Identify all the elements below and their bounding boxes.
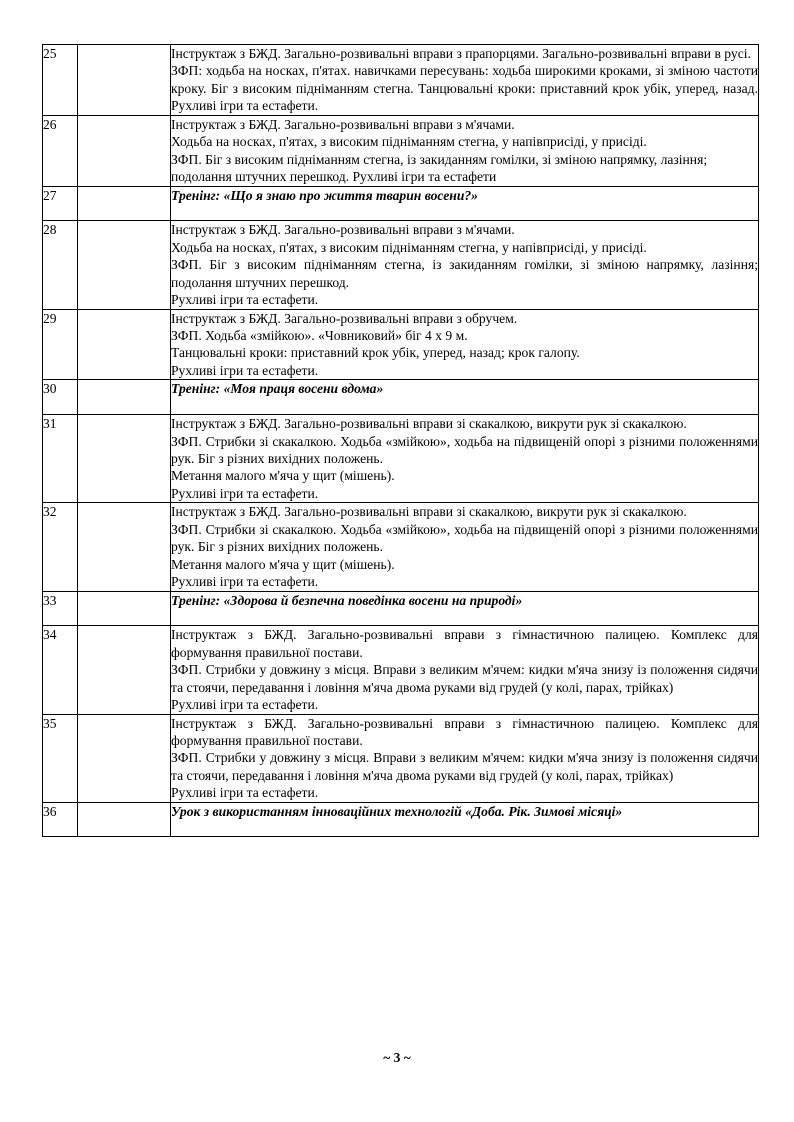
lesson-content-cell (171, 415, 759, 503)
lesson-number-cell: 35 (43, 714, 78, 802)
content-line: Інструктаж з БЖД. Загально-розвивальні вправи з обручем. (171, 310, 518, 326)
date-cell (78, 115, 171, 186)
date-cell (78, 186, 171, 221)
content-line: Інструктаж з БЖД. Загально-розвивальні вправи з гімнастичною палицею. Комплекс для формування правильної постави. (171, 715, 758, 748)
content-line: Ходьба на носках, п'ятах, з високим підніманням стегна, у напівприсіді, у присіді. (171, 134, 647, 150)
cell-spacer (171, 820, 758, 836)
content-line: Рухливі ігри та естафети. (171, 362, 319, 378)
date-cell (78, 309, 171, 380)
table-row (43, 380, 759, 415)
date-cell (78, 591, 171, 626)
content-line: Інструктаж з БЖД. Загально-розвивальні вправи з гімнастичною палицею. Комплекс для формування правильної постави. (171, 627, 758, 660)
content-line: ЗФП. Стрибки зі скакалкою. Ходьба «змійкою», ходьба на підвищеній опорі з різними положеннями рук. Біг з різних вихідних положень. (171, 521, 758, 555)
content-line: Рухливі ігри та естафети. (171, 292, 319, 308)
content-line: Рухливі ігри та естафети. (171, 485, 319, 501)
table-row (43, 221, 759, 309)
training-content-cell (171, 591, 759, 626)
content-line: Ходьба на носках, п'ятах, з високим підніманням стегна, у напівприсіді, у присіді. (171, 239, 647, 255)
lesson-content-cell (171, 115, 759, 186)
lesson-number-cell: 36 (43, 802, 78, 837)
table-row (43, 626, 759, 714)
lesson-number-cell: 31 (43, 415, 78, 503)
lesson-content-cell (171, 45, 759, 116)
training-title: Тренінг: «Моя праця восени вдома» (171, 381, 384, 397)
training-title: Тренінг: «Здорова й безпечна поведінка восени на природі» (171, 592, 523, 608)
content-line: Інструктаж з БЖД. Загально-розвивальні вправи з м'ячами. (171, 222, 515, 238)
lesson-number-cell: 33 (43, 591, 78, 626)
table-row (43, 591, 759, 626)
training-content-cell (171, 802, 759, 837)
table-row (43, 115, 759, 186)
training-content-cell (171, 186, 759, 221)
table-body (43, 45, 759, 837)
content-line: ЗФП. Стрибки зі скакалкою. Ходьба «змійкою», ходьба на підвищеній опорі з різними положеннями рук. Біг з різних вихідних положень. (171, 433, 758, 466)
lesson-content-cell (171, 221, 759, 309)
date-cell (78, 626, 171, 714)
lesson-number-cell: 27 (43, 186, 78, 221)
training-content-cell (171, 380, 759, 415)
training-title: Урок з використанням інноваційних технологій «Доба. Рік. Зимові місяці» (171, 803, 623, 819)
page-number-footer: ~ 3 ~ (383, 1050, 411, 1065)
content-line: ЗФП. Біг з високим підніманням стегна, із закиданням гомілки, зі зміною напрямку, лазіння; подолання штучних перешкод. Рухливі ігри та естафети (171, 151, 708, 185)
table-row (43, 415, 759, 503)
date-cell (78, 415, 171, 503)
date-cell (78, 802, 171, 837)
lesson-number-cell: 26 (43, 115, 78, 186)
cell-spacer (171, 204, 758, 220)
lesson-schedule-table (42, 44, 759, 837)
table-row (43, 309, 759, 380)
date-cell (78, 221, 171, 309)
content-line: Рухливі ігри та естафети. (171, 574, 319, 590)
content-line: Метання малого м'яча у щит (мішень). (171, 468, 395, 484)
training-title: Тренінг: «Що я знаю про життя тварин восени?» (171, 187, 478, 203)
date-cell (78, 503, 171, 591)
content-line: ЗФП. Стрибки у довжину з місця. Вправи з великим м'ячем: кидки м'яча знизу із положення сидячи та стоячи, передавання і ловіння м'яча двома руками від грудей (у колі, парах, трійках) (171, 662, 758, 695)
cell-spacer (171, 398, 758, 414)
table-row (43, 503, 759, 591)
lesson-number-cell: 28 (43, 221, 78, 309)
lesson-content-cell (171, 626, 759, 714)
cell-spacer (171, 609, 758, 625)
content-line: ЗФП. Стрибки у довжину з місця. Вправи з великим м'ячем: кидки м'яча знизу із положення сидячи та стоячи, передавання і ловіння м'яча двома руками від грудей (у колі, парах, трійках) (171, 750, 758, 783)
lesson-number-cell: 25 (43, 45, 78, 116)
lesson-content-cell (171, 503, 759, 591)
lesson-number-cell: 32 (43, 503, 78, 591)
content-line: Танцювальні кроки: приставний крок убік, уперед, назад; крок галопу. (171, 345, 580, 361)
table-row (43, 45, 759, 116)
date-cell (78, 380, 171, 415)
lesson-number-cell: 34 (43, 626, 78, 714)
content-line: ЗФП. Ходьба «змійкою». «Човниковий» біг 4 х 9 м. (171, 328, 468, 344)
content-line: Інструктаж з БЖД. Загально-розвивальні вправи зі скакалкою, викрути рук зі скакалкою. (171, 504, 687, 520)
content-line: Рухливі ігри та естафети. (171, 697, 319, 713)
content-line: Інструктаж з БЖД. Загально-розвивальні вправи зі скакалкою, викрути рук зі скакалкою. (171, 416, 687, 432)
lesson-content-cell (171, 714, 759, 802)
content-line: Рухливі ігри та естафети. (171, 785, 319, 801)
lesson-number-cell: 30 (43, 380, 78, 415)
content-line: ЗФП: ходьба на носках, п'ятах. навичками пересувань: ходьба широкими кроками, зі зміною частоти кроку. Біг з високим підніманням стегна. Танцювальні кроки: приставний крок убік, уперед, назад. Рухливі ігри та естафети. (171, 63, 758, 114)
content-line: Інструктаж з БЖД. Загально-розвивальні вправи з м'ячами. (171, 116, 515, 132)
content-line: Інструктаж з БЖД. Загально-розвивальні вправи з прапорцями. Загально-розвивальні вправи в русі. (171, 46, 751, 61)
table-row (43, 186, 759, 221)
date-cell (78, 45, 171, 116)
content-line: Метання малого м'яча у щит (мішень). (171, 556, 395, 572)
lesson-number-cell: 29 (43, 309, 78, 380)
content-line: ЗФП. Біг з високим підніманням стегна, із закиданням гомілки, зі зміною напрямку, лазіння; подолання штучних перешкод. (171, 257, 758, 290)
date-cell (78, 714, 171, 802)
table-row (43, 714, 759, 802)
lesson-content-cell (171, 309, 759, 380)
table-row (43, 802, 759, 837)
